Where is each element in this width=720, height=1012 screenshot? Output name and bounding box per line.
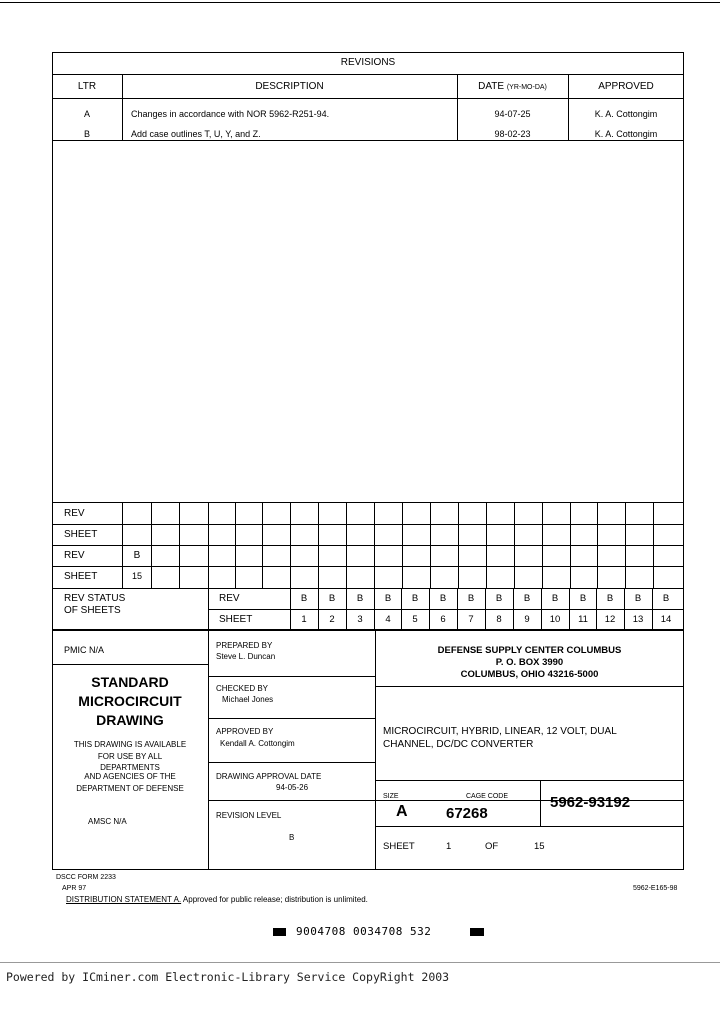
rule [208,718,375,719]
rev-status-label: OF SHEETS [64,605,121,616]
standard-title: STANDARD [91,674,169,690]
grid-column-line [597,503,598,588]
dscc-address: P. O. BOX 3990 [495,657,564,668]
checked-label: CHECKED BY [216,684,269,693]
rev-grid-label: SHEET [64,529,98,540]
revision-approved: K. A. Cottongim [594,129,658,139]
status-sheet-cell: 14 [660,614,672,625]
barcode-mark-right [470,928,484,936]
status-sheet-cell: 13 [632,614,644,625]
rev-status-rev-label: REV [219,593,240,604]
form-label: DSCC FORM 2233 [56,874,116,881]
status-rev-cell: B [356,593,364,604]
revision-description: Changes in accordance with NOR 5962-R251-94. [131,109,330,119]
of-label: OF [485,841,499,852]
dscc-address: DEFENSE SUPPLY CENTER COLUMBUS [437,645,622,656]
grid-column-line [653,503,654,588]
rule [375,800,376,870]
approval-date-value: 94-05-26 [276,783,309,792]
standard-title: DRAWING [96,712,164,728]
status-sheet-cell: 12 [604,614,616,625]
distribution-label: DISTRIBUTION STATEMENT A. [66,895,182,904]
availability-text: DEPARTMENT OF DEFENSE [76,784,184,793]
approved-label: APPROVED BY [216,727,274,736]
grid-column-line [625,503,626,588]
rev-status-label: REV STATUS [64,593,126,604]
sheet-value: 1 [446,841,452,852]
amsc-label: AMSC N/A [88,817,127,826]
status-sheet-cell: 8 [496,614,502,625]
footer-rule [0,962,720,963]
grid-column-line [570,503,571,588]
revision-level-value: B [289,833,295,842]
status-sheet-cell: 7 [468,614,474,625]
status-rev-cell: B [439,593,447,604]
rule [540,780,541,826]
rev-status-sheet-label: SHEET [219,614,253,625]
rule [208,762,375,763]
distribution-text: Approved for public release; distribution is unlimited. [182,895,368,904]
status-sheet-cell: 6 [440,614,446,625]
rule [375,686,684,687]
status-sheet-cell: 11 [578,614,588,625]
status-sheet-cell: 3 [357,614,363,625]
distribution-statement [66,896,368,904]
status-rev-cell: B [606,593,614,604]
status-sheet-cell: 10 [549,614,561,625]
rule [52,630,684,631]
grid-column-line [514,503,515,588]
rule [375,826,684,827]
grid-column-line [208,503,209,588]
revision-level-label: REVISION LEVEL [216,811,282,820]
header-ltr: LTR [77,81,97,92]
status-rev-cell: B [467,593,475,604]
rev-grid-label: REV [64,508,85,519]
grid-column-line [151,503,152,588]
checked-name: Michael Jones [222,695,274,704]
standard-title: MICROCIRCUIT [78,693,182,709]
barcode-mark-left [273,928,286,936]
pmic-label: PMIC N/A [64,645,105,655]
drawing-description: MICROCIRCUIT, HYBRID, LINEAR, 12 VOLT, DUAL [383,726,617,737]
header-date [457,82,568,92]
rev-grid-value: 15 [131,571,142,581]
revision-description: Add case outlines T, U, Y, and Z. [131,129,261,139]
revision-date: 94-07-25 [494,109,531,119]
drawing-number: 5962-93192 [550,794,631,811]
rule [208,630,209,870]
grid-column-line [486,503,487,588]
rule [52,545,684,546]
size-value: A [396,803,408,820]
grid-column-line [346,503,347,588]
revision-date: 98-02-23 [494,129,531,139]
status-sheet-cell: 1 [301,614,307,625]
rule [52,664,208,665]
grid-column-line [542,503,543,588]
status-rev-cell: B [300,593,308,604]
rev-grid-value: B [133,550,141,561]
size-label: SIZE [383,793,399,800]
status-rev-cell: B [328,593,336,604]
grid-column-line [262,503,263,588]
cage-label: CAGE CODE [466,793,509,800]
rule [375,780,684,781]
status-rev-cell: B [551,593,559,604]
status-sheet-cell: 5 [412,614,418,625]
grid-column-line [458,503,459,588]
availability-text: AND AGENCIES OF THE [84,772,176,781]
rule [52,566,684,567]
rule [52,98,684,99]
grid-column-line [290,503,291,588]
header-date-format: (YR-MO-DA) [506,84,547,91]
grid-column-line [374,503,375,588]
rule [208,676,375,677]
rule [208,609,684,610]
prepared-label: PREPARED BY [216,641,273,650]
rule [375,630,376,800]
revision-approved: K. A. Cottongim [594,109,658,119]
status-rev-cell: B [662,593,670,604]
approval-date-label: DRAWING APPROVAL DATE [216,772,322,781]
status-sheet-cell: 4 [385,614,391,625]
top-border [0,2,720,3]
grid-column-line [402,503,403,588]
rule [52,74,684,75]
status-rev-cell: B [523,593,531,604]
status-rev-cell: B [495,593,503,604]
revisions-title: REVISIONS [340,57,396,68]
of-value: 15 [534,841,545,852]
header-date-label: DATE [478,81,505,92]
approved-name: Kendall A. Cottongim [220,739,295,748]
availability-text: THIS DRAWING IS AVAILABLE [73,740,187,749]
grid-column-line [318,503,319,588]
revision-ltr: B [83,129,90,139]
availability-text: FOR USE BY ALL [97,752,163,761]
status-rev-cell: B [579,593,587,604]
grid-column-line [430,503,431,588]
grid-column-line [179,503,180,588]
status-rev-cell: B [634,593,642,604]
header-approved: APPROVED [598,81,654,92]
grid-column-line [235,503,236,588]
drawing-description: CHANNEL, DC/DC CONVERTER [383,739,534,750]
powered-by-text: Powered by ICminer.com Electronic-Library Service CopyRight 2003 [6,970,450,984]
rev-grid-label: SHEET [64,571,98,582]
cage-value: 67268 [446,805,488,822]
status-rev-cell: B [384,593,392,604]
revisions-table [52,52,684,503]
revision-ltr: A [83,109,90,119]
dscc-address: COLUMBUS, OHIO 43216-5000 [460,669,599,680]
status-rev-cell: B [411,593,419,604]
status-sheet-cell: 2 [329,614,335,625]
barcode-text: 9004708 0034708 532 [296,925,432,938]
rev-grid-label: REV [64,550,85,561]
prepared-name: Steve L. Duncan [216,652,276,661]
header-description: DESCRIPTION [255,81,324,92]
availability-text: DEPARTMENTS [100,763,160,772]
form-code: 5962-E165-98 [633,885,678,892]
rule [52,140,684,141]
sheet-label: SHEET [383,841,415,852]
status-sheet-cell: 9 [524,614,530,625]
form-date: APR 97 [62,885,87,892]
rule [52,524,684,525]
